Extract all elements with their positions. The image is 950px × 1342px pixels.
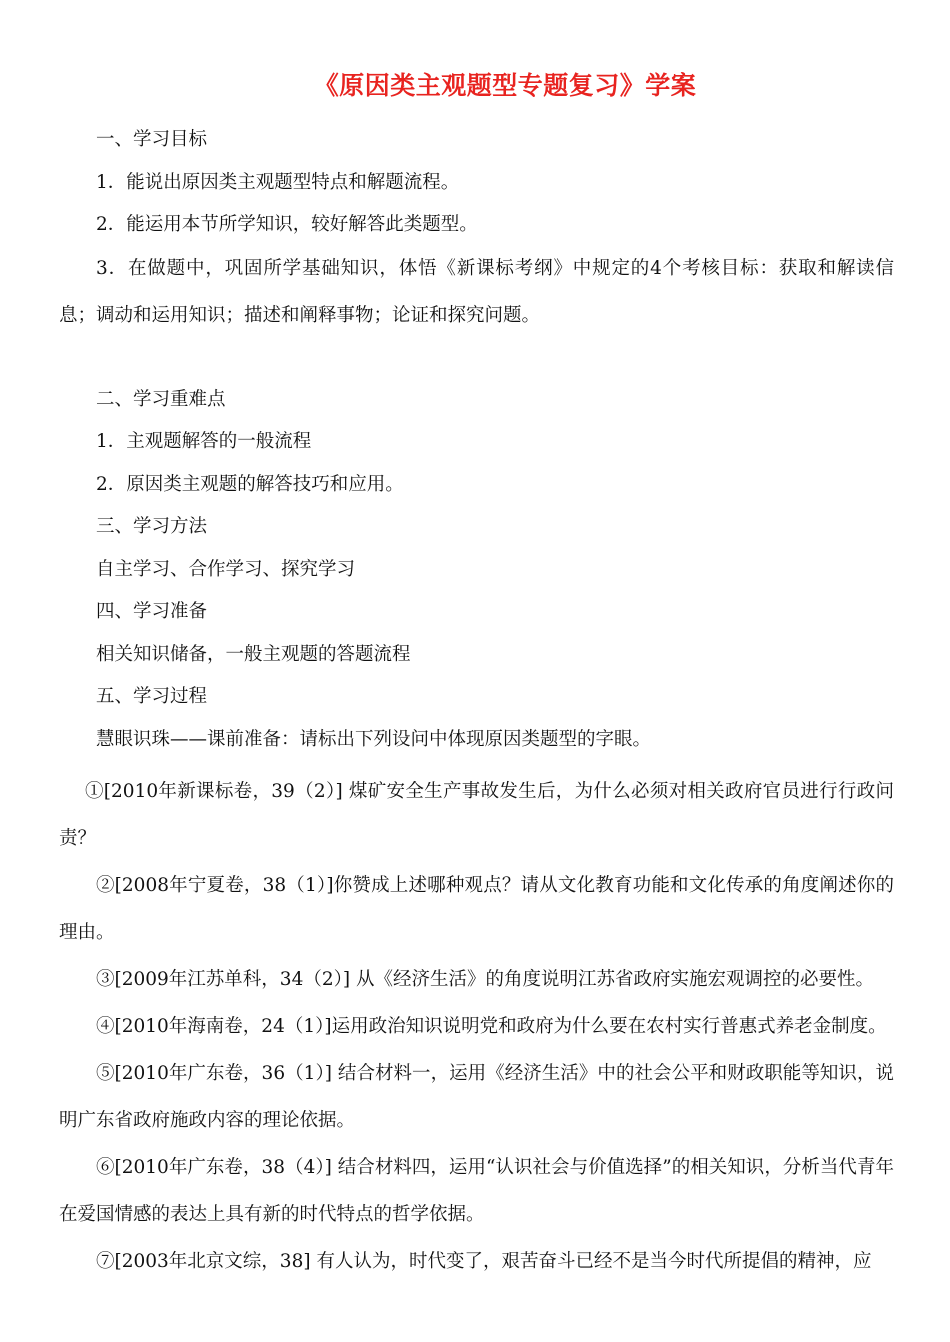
question-5: ⑤[2010年广东卷，36（1）] 结合材料一，运用《经济生活》中的社会公平和财政职能等知识，说明广东省政府施政内容的理论依据。: [59, 1063, 894, 1131]
question-6: ⑥[2010年广东卷，38（4）] 结合材料四，运用“认识社会与价值选择”的相关知识，分析当代青年在爱国情感的表达上具有新的时代特点的哲学依据。: [59, 1157, 894, 1225]
preparation-text: 相关知识储备，一般主观题的答题流程: [96, 643, 411, 665]
question-4: ④[2010年海南卷，24（1）]运用政治知识说明党和政府为什么要在农村实行普惠式养老金制度。: [96, 1016, 887, 1037]
section-heading-process: 五、学习过程: [96, 686, 208, 707]
section-heading-preparation: 四、学习准备: [96, 601, 208, 622]
key-point-item-1: 1．主观题解答的一般流程: [96, 431, 312, 452]
methods-text: 自主学习、合作学习、探究学习: [96, 558, 356, 580]
goal-item-3: 3．在做题中，巩固所学基础知识，体悟《新课标考纲》中规定的4个考核目标：获取和解读信息；调动和运用知识；描述和阐释事物；论证和探究问题。: [59, 257, 894, 326]
goal-item-2: 2．能运用本节所学知识，较好解答此类题型。: [96, 214, 478, 235]
question-7: ⑦[2003年北京文综，38] 有人认为，时代变了，艰苦奋斗已经不是当今时代所提倡的精神，应: [96, 1251, 872, 1272]
section-heading-key-points: 二、学习重难点: [96, 388, 226, 410]
question-1: ①[2010年新课标卷，39（2）] 煤矿安全生产事故发生后，为什么必须对相关政府官员进行行政问责？: [59, 781, 894, 849]
document-body: [59, 126, 894, 1285]
document-title: 《原因类主观题型专题复习》学案: [313, 71, 697, 100]
process-intro: 慧眼识珠——课前准备：请标出下列设问中体现原因类题型的字眼。: [96, 728, 652, 750]
goal-item-1: 1．能说出原因类主观题型特点和解题流程。: [96, 171, 460, 193]
section-heading-goals: 一、学习目标: [96, 129, 208, 150]
question-2: ②[2008年宁夏卷，38（1）]你赞成上述哪种观点？请从文化教育功能和文化传承的角度阐述你的理由。: [59, 875, 894, 943]
key-point-item-2: 2．原因类主观题的解答技巧和应用。: [96, 473, 404, 495]
question-3: ③[2009年江苏单科，34（2）] 从《经济生活》的角度说明江苏省政府实施宏观调控的必要性。: [96, 969, 874, 990]
section-heading-methods: 三、学习方法: [96, 516, 208, 537]
